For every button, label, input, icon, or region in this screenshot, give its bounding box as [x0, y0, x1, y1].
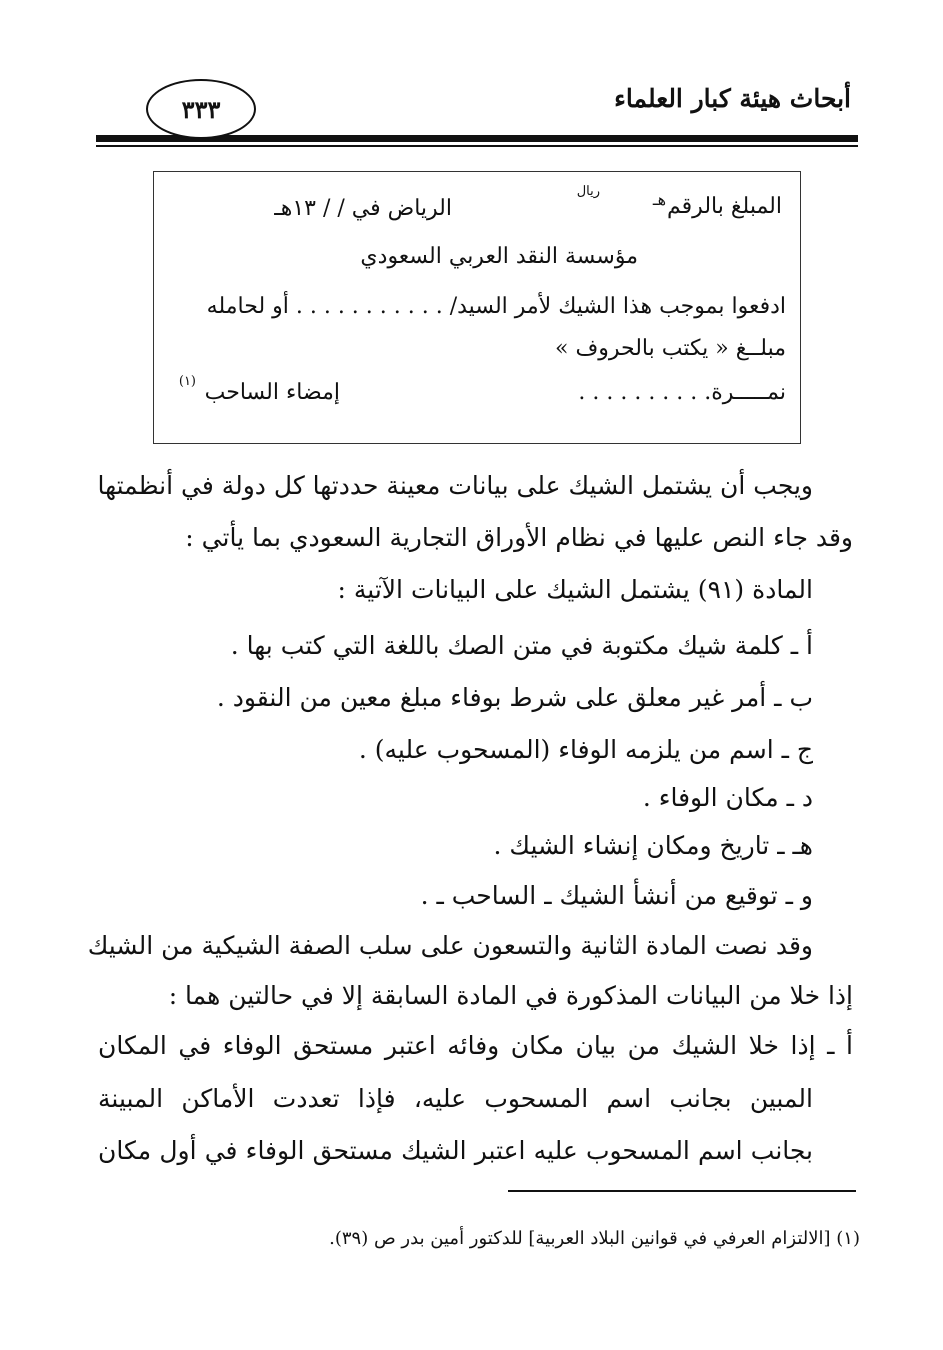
body-line: وقد نصت المادة الثانية والتسعون على سلب الصفة الشيكية من الشيك: [87, 931, 813, 960]
body-line: إذا خلا من البيانات المذكورة في المادة السابقة إلا في حالتين هما :: [168, 981, 853, 1010]
cheque-specimen: [153, 171, 801, 444]
list-item: أ ـ كلمة شيك مكتوبة في متن الصك باللغة التي كتب بها .: [230, 631, 813, 660]
cheque-amount-words: مبلــغ « يكتب بالحروف »: [554, 336, 786, 361]
list-item: ج ـ اسم من يلزمه الوفاء (المسحوب عليه) .: [358, 735, 813, 764]
list-item: د ـ مكان الوفاء .: [642, 783, 813, 812]
list-item: هـ ـ تاريخ ومكان إنشاء الشيك .: [493, 831, 813, 860]
cheque-date-line: الرياض في / / ١٣هـ: [274, 196, 452, 221]
cheque-bank-name: مؤسسة النقد العربي السعودي: [360, 244, 638, 269]
running-title: أبحاث هيئة كبار العلماء: [614, 84, 851, 113]
cheque-number-line: نمـــــرة. . . . . . . . . .: [578, 380, 786, 405]
cheque-hijri-mark: هـ: [652, 190, 666, 209]
body-line: المادة (٩١) يشتمل الشيك على البيانات الآتية :: [337, 575, 813, 604]
cheque-signature-label: إمضاء الساحب: [204, 380, 340, 405]
body-line: أ ـ إذا خلا الشيك من بيان مكان وفائه اعتبر مستحق الوفاء في المكان: [98, 1031, 853, 1060]
page-number: ٣٣٣: [146, 79, 256, 139]
list-item: و ـ توقيع من أنشأ الشيك ـ الساحب ـ .: [420, 881, 813, 910]
body-line: وقد جاء النص عليها في نظام الأوراق التجارية السعودي بما يأتي :: [185, 523, 853, 552]
body-line: ويجب أن يشتمل الشيك على بيانات معينة حددتها كل دولة في أنظمتها: [97, 471, 813, 500]
header-rule-thin: [96, 145, 858, 147]
body-line: بجانب اسم المسحوب عليه اعتبر الشيك مستحق الوفاء في أول مكان: [98, 1136, 813, 1165]
body-line: المبين بجانب اسم المسحوب عليه، فإذا تعددت الأماكن المبينة: [98, 1084, 813, 1113]
cheque-amount-label: المبلغ بالرقم: [667, 194, 782, 219]
footnote: (١) [الالتزام العرفي في قوانين البلاد العربية] للدكتور أمين بدر ص (٣٩).: [329, 1228, 860, 1249]
list-item: ب ـ أمر غير معلق على شرط بوفاء مبلغ معين من النقود .: [216, 683, 813, 712]
cheque-footnote-mark: (١): [178, 374, 196, 389]
footnote-rule: [508, 1190, 856, 1192]
cheque-order-line: ادفعوا بموجب هذا الشيك لأمر السيد/ . . . . . . . . . . . أو لحامله: [206, 294, 786, 319]
cheque-currency: ريال: [576, 184, 600, 199]
